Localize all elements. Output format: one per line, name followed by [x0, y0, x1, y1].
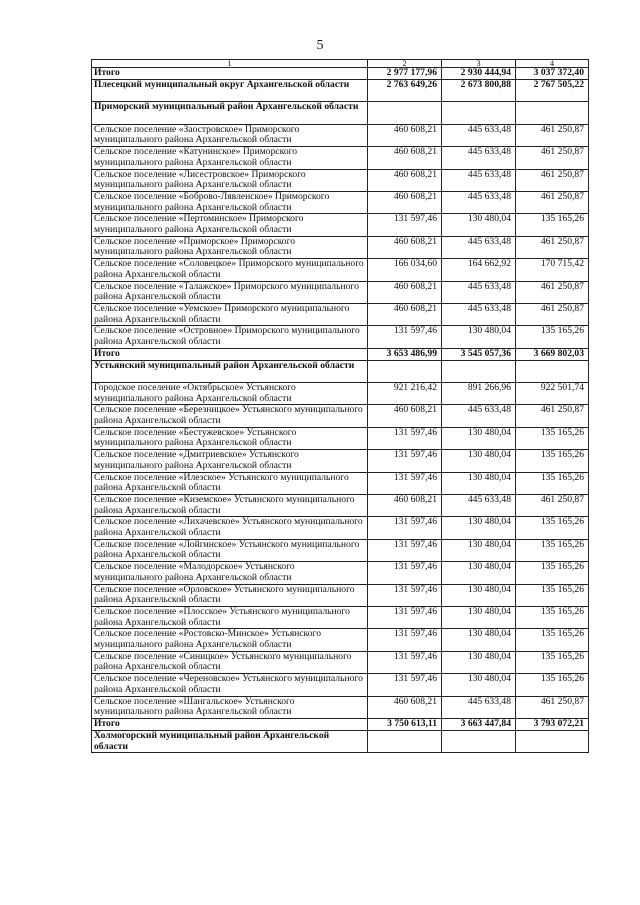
budget-table	[91, 59, 589, 753]
row-value-col4: 135 165,26	[516, 629, 589, 651]
row-value-col4: 3 793 072,21	[516, 718, 589, 730]
row-value-col4: 461 250,87	[516, 405, 589, 427]
row-value-col2: 460 608,21	[368, 191, 442, 213]
row-value-col4: 135 165,26	[516, 539, 589, 561]
row-value-col4	[516, 102, 589, 124]
row-value-col3: 3 663 447,84	[442, 718, 516, 730]
row-value-col2: 131 597,46	[368, 427, 442, 449]
row-value-col2: 131 597,46	[368, 606, 442, 628]
column-number-3: 3	[442, 60, 516, 68]
row-value-col2: 3 750 613,11	[368, 718, 442, 730]
row-name-cell: Сельское поселение «Череновское» Устьянского муниципального района Архангельской области	[92, 674, 368, 696]
row-value-col4: 922 501,74	[516, 383, 589, 405]
row-name-cell: Сельское поселение «Березницкое» Устьянского муниципального района Архангельской области	[92, 405, 368, 427]
row-value-col4: 461 250,87	[516, 495, 589, 517]
row-value-col4: 2 767 505,22	[516, 80, 589, 102]
table-row	[92, 383, 589, 405]
row-value-col3	[442, 102, 516, 124]
row-name-cell: Сельское поселение «Киземское» Устьянского муниципального района Архангельской области	[92, 495, 368, 517]
row-value-col4: 170 715,42	[516, 259, 589, 281]
table-row	[92, 147, 589, 169]
row-name-cell: Итого	[92, 718, 368, 730]
row-name-cell: Приморский муниципальный район Архангельской области	[92, 102, 368, 124]
table-row	[92, 102, 589, 124]
row-value-col3	[442, 360, 516, 382]
row-name-cell: Холмогорский муниципальный район Архангельской области	[92, 730, 368, 752]
row-value-col2: 2 977 177,96	[368, 68, 442, 80]
row-value-col2: 131 597,46	[368, 674, 442, 696]
row-name-cell: Плесецкий муниципальный округ Архангельской области	[92, 80, 368, 102]
row-value-col4: 135 165,26	[516, 427, 589, 449]
table-row	[92, 427, 589, 449]
row-value-col2: 460 608,21	[368, 281, 442, 303]
table-row	[92, 696, 589, 718]
row-value-col4: 135 165,26	[516, 450, 589, 472]
row-value-col3: 130 480,04	[442, 606, 516, 628]
row-name-cell: Итого	[92, 68, 368, 80]
row-value-col2	[368, 730, 442, 752]
table-row	[92, 450, 589, 472]
row-value-col2: 131 597,46	[368, 517, 442, 539]
row-value-col3: 130 480,04	[442, 629, 516, 651]
row-value-col2	[368, 360, 442, 382]
row-name-cell: Сельское поселение «Дмитриевское» Устьянского муниципального района Архангельской области	[92, 450, 368, 472]
row-value-col2: 131 597,46	[368, 214, 442, 236]
row-value-col3: 445 633,48	[442, 169, 516, 191]
table-row	[92, 124, 589, 146]
row-name-cell: Сельское поселение «Орловское» Устьянского муниципального района Архангельской области	[92, 584, 368, 606]
row-value-col2: 166 034,60	[368, 259, 442, 281]
row-value-col2: 460 608,21	[368, 124, 442, 146]
row-name-cell: Сельское поселение «Соловецкое» Приморского муниципального района Архангельской области	[92, 259, 368, 281]
table-row	[92, 539, 589, 561]
row-name-cell: Сельское поселение «Лихачевское» Устьянского муниципального района Архангельской области	[92, 517, 368, 539]
row-value-col3: 445 633,48	[442, 405, 516, 427]
row-name-cell: Сельское поселение «Шангальское» Устьянского муниципального района Архангельской области	[92, 696, 368, 718]
row-value-col2: 131 597,46	[368, 651, 442, 673]
row-value-col2	[368, 102, 442, 124]
row-name-cell: Городское поселение «Октябрьское» Устьянского муниципального района Архангельской области	[92, 383, 368, 405]
row-name-cell: Устьянский муниципальный район Архангельской области	[92, 360, 368, 382]
row-value-col2: 460 608,21	[368, 236, 442, 258]
row-value-col4: 135 165,26	[516, 651, 589, 673]
row-name-cell: Сельское поселение «Ростовско-Минское» Устьянского муниципального района Архангельской области	[92, 629, 368, 651]
row-value-col2: 460 608,21	[368, 405, 442, 427]
row-name-cell: Сельское поселение «Катунинское» Приморского муниципального района Архангельской области	[92, 147, 368, 169]
table-row	[92, 80, 589, 102]
table-row	[92, 281, 589, 303]
row-name-cell: Сельское поселение «Островное» Приморского муниципального района Архангельской области	[92, 326, 368, 348]
row-value-col2: 131 597,46	[368, 539, 442, 561]
row-value-col2: 131 597,46	[368, 584, 442, 606]
table-row	[92, 730, 589, 752]
row-value-col4: 135 165,26	[516, 606, 589, 628]
row-name-cell: Сельское поселение «Илезское» Устьянского муниципального района Архангельской области	[92, 472, 368, 494]
row-value-col2: 921 216,42	[368, 383, 442, 405]
column-number-2: 2	[368, 60, 442, 68]
row-value-col2: 460 608,21	[368, 303, 442, 325]
table-row	[92, 348, 589, 360]
row-value-col4: 3 037 372,40	[516, 68, 589, 80]
row-value-col4: 135 165,26	[516, 214, 589, 236]
row-value-col3: 445 633,48	[442, 147, 516, 169]
row-name-cell: Сельское поселение «Приморское» Приморского муниципального района Архангельской области	[92, 236, 368, 258]
row-value-col2: 131 597,46	[368, 472, 442, 494]
row-name-cell: Сельское поселение «Синицкое» Устьянского муниципального района Архангельской области	[92, 651, 368, 673]
row-value-col2: 131 597,46	[368, 326, 442, 348]
row-name-cell: Сельское поселение «Лойгинское» Устьянского муниципального района Архангельской области	[92, 539, 368, 561]
row-name-cell: Сельское поселение «Заостровское» Приморского муниципального района Архангельской области	[92, 124, 368, 146]
row-value-col3: 130 480,04	[442, 214, 516, 236]
table-row	[92, 495, 589, 517]
row-value-col3: 2 673 800,88	[442, 80, 516, 102]
table-row	[92, 303, 589, 325]
row-value-col4: 135 165,26	[516, 326, 589, 348]
table-row	[92, 236, 589, 258]
row-value-col2: 3 653 486,99	[368, 348, 442, 360]
row-value-col3: 130 480,04	[442, 584, 516, 606]
row-value-col3: 130 480,04	[442, 517, 516, 539]
table-row	[92, 562, 589, 584]
table-row	[92, 169, 589, 191]
row-value-col2: 131 597,46	[368, 629, 442, 651]
row-value-col2: 460 608,21	[368, 147, 442, 169]
row-value-col4: 461 250,87	[516, 191, 589, 213]
row-name-cell: Сельское поселение «Малодорское» Устьянского муниципального района Архангельской области	[92, 562, 368, 584]
column-number-4: 4	[516, 60, 589, 68]
row-value-col4: 135 165,26	[516, 674, 589, 696]
row-value-col3: 3 545 057,36	[442, 348, 516, 360]
row-value-col3: 130 480,04	[442, 539, 516, 561]
row-value-col3: 445 633,48	[442, 303, 516, 325]
row-value-col3: 130 480,04	[442, 472, 516, 494]
row-value-col4	[516, 360, 589, 382]
row-value-col3: 130 480,04	[442, 326, 516, 348]
table-row	[92, 360, 589, 382]
row-value-col4	[516, 730, 589, 752]
row-value-col4: 135 165,26	[516, 517, 589, 539]
column-numbers-row	[92, 60, 589, 68]
row-value-col3: 445 633,48	[442, 696, 516, 718]
row-value-col4: 135 165,26	[516, 584, 589, 606]
row-value-col3: 445 633,48	[442, 281, 516, 303]
table-row	[92, 584, 589, 606]
row-value-col4: 461 250,87	[516, 236, 589, 258]
row-value-col4: 3 669 802,03	[516, 348, 589, 360]
table-row	[92, 629, 589, 651]
row-value-col4: 461 250,87	[516, 169, 589, 191]
row-name-cell: Сельское поселение «Пертоминское» Приморского муниципального района Архангельской области	[92, 214, 368, 236]
page-number: 5	[316, 38, 324, 53]
table-row	[92, 718, 589, 730]
table-row	[92, 606, 589, 628]
column-number-1: 1	[92, 60, 368, 68]
row-value-col3: 130 480,04	[442, 674, 516, 696]
row-value-col3: 130 480,04	[442, 562, 516, 584]
row-name-cell: Сельское поселение «Уемское» Приморского муниципального района Архангельской области	[92, 303, 368, 325]
table-row	[92, 405, 589, 427]
table-row	[92, 472, 589, 494]
row-value-col3: 164 662,92	[442, 259, 516, 281]
row-value-col3: 445 633,48	[442, 236, 516, 258]
row-value-col3: 130 480,04	[442, 450, 516, 472]
row-value-col3: 891 266,96	[442, 383, 516, 405]
row-value-col4: 461 250,87	[516, 124, 589, 146]
table-row	[92, 326, 589, 348]
row-name-cell: Сельское поселение «Бестужевское» Устьянского муниципального района Архангельской области	[92, 427, 368, 449]
row-name-cell: Сельское поселение «Талажское» Приморского муниципального района Архангельской области	[92, 281, 368, 303]
row-name-cell: Сельское поселение «Плосское» Устьянского муниципального района Архангельской области	[92, 606, 368, 628]
row-value-col4: 461 250,87	[516, 696, 589, 718]
table-row	[92, 191, 589, 213]
row-value-col3: 130 480,04	[442, 427, 516, 449]
table-row	[92, 214, 589, 236]
row-value-col4: 461 250,87	[516, 303, 589, 325]
table-row	[92, 68, 589, 80]
row-value-col3	[442, 730, 516, 752]
row-value-col2: 131 597,46	[368, 450, 442, 472]
row-value-col3: 445 633,48	[442, 495, 516, 517]
row-value-col4: 135 165,26	[516, 472, 589, 494]
row-name-cell: Сельское поселение «Лисестровское» Приморского муниципального района Архангельской области	[92, 169, 368, 191]
row-value-col2: 2 763 649,26	[368, 80, 442, 102]
row-value-col2: 131 597,46	[368, 562, 442, 584]
table-row	[92, 517, 589, 539]
row-value-col2: 460 608,21	[368, 169, 442, 191]
row-value-col2: 460 608,21	[368, 696, 442, 718]
row-value-col3: 445 633,48	[442, 124, 516, 146]
row-value-col3: 2 930 444,94	[442, 68, 516, 80]
row-name-cell: Итого	[92, 348, 368, 360]
row-value-col3: 445 633,48	[442, 191, 516, 213]
row-value-col4: 461 250,87	[516, 147, 589, 169]
table-row	[92, 259, 589, 281]
table-row	[92, 674, 589, 696]
row-value-col2: 460 608,21	[368, 495, 442, 517]
row-value-col3: 130 480,04	[442, 651, 516, 673]
row-name-cell: Сельское поселение «Боброво-Лявленское» Приморского муниципального района Архангельской области	[92, 191, 368, 213]
row-value-col4: 461 250,87	[516, 281, 589, 303]
table-row	[92, 651, 589, 673]
row-value-col4: 135 165,26	[516, 562, 589, 584]
